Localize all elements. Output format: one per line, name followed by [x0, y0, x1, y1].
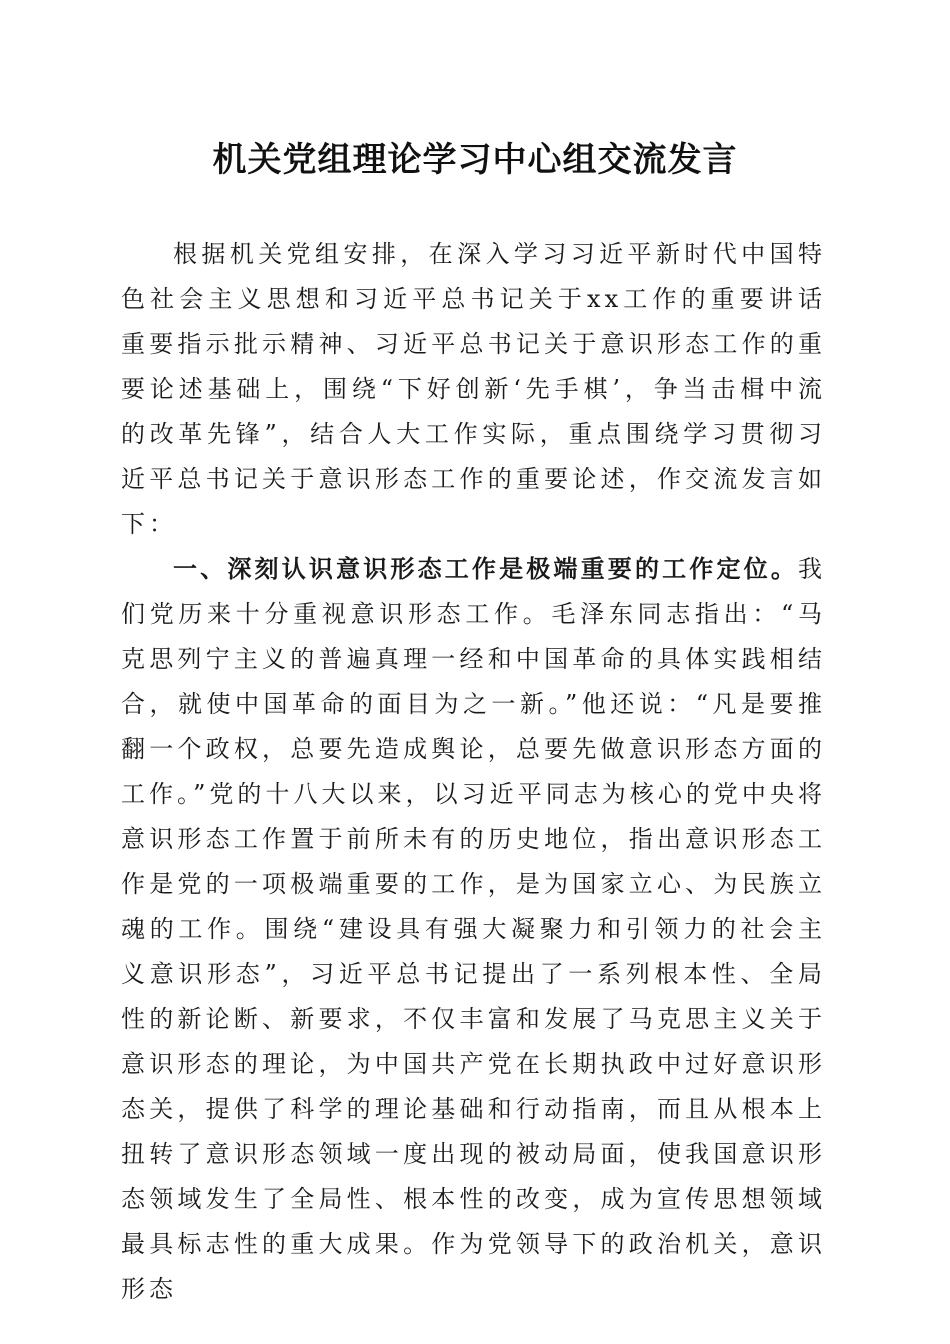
- document-body: [121, 232, 826, 1312]
- section-one-paragraph: [121, 547, 826, 1312]
- document-title: 机关党组理论学习中心组交流发言: [212, 140, 738, 180]
- section-one-heading: 一、深刻认识意识形态工作是极端重要的工作定位。: [173, 555, 798, 583]
- section-one-text: 我们党历来十分重视意识形态工作。毛泽东同志指出：“马克思列宁主义的普遍真理一经和中国革命的具体实践相结合，就使中国革命的面目为之一新。”他还说：“凡是要推翻一个政权，总要先造成舆论，总要先做意识形态方面的工作。”党的十八大以来，以习近平同志为核心的党中央将意识形态工作置于前所未有的历史地位，指出意识形态工作是党的一项极端重要的工作，是为国家立心、为民族立魂的工作。围绕“建设具有强大凝聚力和引领力的社会主义意识形态”，习近平总书记提出了一系列根本性、全局性的新论断、新要求，不仅丰富和发展了马克思主义关于意识形态的理论，为中国共产党在长期执政中过好意识形态关，提供了科学的理论基础和行动指南，而且从根本上扭转了意识形态领域一度出现的被动局面，使我国意识形态领域发生了全局性、根本性的改变，成为宣传思想领域最具标志性的重大成果。作为党领导下的政治机关，意识形态: [121, 555, 826, 1303]
- intro-paragraph: 根据机关党组安排，在深入学习习近平新时代中国特色社会主义思想和习近平总书记关于xx工作的重要讲话重要指示批示精神、习近平总书记关于意识形态工作的重要论述基础上，围绕“下好创新‘先手棋’，争当击楫中流的改革先锋”，结合人大工作实际，重点围绕学习贯彻习近平总书记关于意识形态工作的重要论述，作交流发言如下：: [121, 240, 826, 538]
